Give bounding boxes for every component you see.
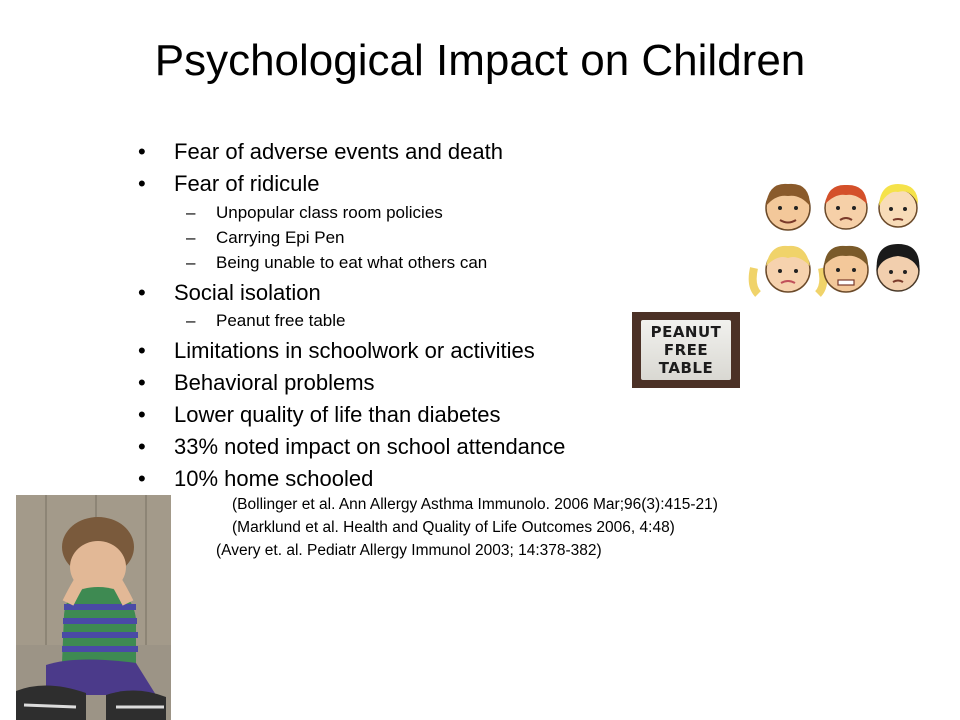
sub-bullet-text: Unpopular class room policies <box>216 203 443 222</box>
sub-bullet-mark: – <box>186 228 196 247</box>
face-brown-hair-grimace <box>824 246 868 292</box>
bullet-mark: • <box>138 280 146 305</box>
bullet-mark: • <box>138 466 146 491</box>
face-blond-hair <box>879 184 918 227</box>
sub-bullet-text: Peanut free table <box>216 311 346 330</box>
bullet-mark: • <box>138 171 146 196</box>
citation: (Bollinger et al. Ann Allergy Asthma Immunolo. 2006 Mar;96(3):415-21) <box>232 496 718 513</box>
bullet-mark: • <box>138 139 146 164</box>
bullet-item <box>138 171 320 197</box>
sign-text: PEANUT <box>650 323 722 341</box>
bullet-text: Lower quality of life than diabetes <box>174 402 501 427</box>
sub-bullet-mark: – <box>186 311 196 330</box>
face-red-hair <box>825 185 867 229</box>
citation: (Avery et. al. Pediatr Allergy Immunol 2003; 14:378-382) <box>216 542 602 559</box>
bullet-mark: • <box>138 402 146 427</box>
bullet-item <box>138 139 503 165</box>
bullet-text: Social isolation <box>174 280 321 305</box>
sign-panel <box>641 320 731 380</box>
bullet-text: 10% home schooled <box>174 466 374 491</box>
face-brown-hair <box>766 184 810 230</box>
bullet-text: Fear of adverse events and death <box>174 139 503 164</box>
bullet-item <box>138 466 374 492</box>
bullet-text: Limitations in schoolwork or activities <box>174 338 535 363</box>
sub-bullet-text: Carrying Epi Pen <box>216 228 345 247</box>
sign-text: TABLE <box>658 359 714 377</box>
face-black-hair <box>877 244 920 291</box>
bullet-text: Behavioral problems <box>174 370 375 395</box>
bullet-mark: • <box>138 434 146 459</box>
sign-text: FREE <box>663 341 709 359</box>
bullet-item <box>138 434 566 460</box>
sub-bullet-mark: – <box>186 203 196 222</box>
bullet-item <box>138 338 535 364</box>
sad-child-photo <box>16 495 171 720</box>
citation: (Marklund et al. Health and Quality of Life Outcomes 2006, 4:48) <box>232 519 675 536</box>
face-blond-pigtails <box>753 246 824 294</box>
slide-title: Psychological Impact on Children <box>154 36 806 85</box>
sub-bullet-item <box>186 228 345 248</box>
bullet-text: Fear of ridicule <box>174 171 320 196</box>
bullet-mark: • <box>138 338 146 363</box>
sub-bullet-text: Being unable to eat what others can <box>216 253 488 272</box>
bullet-mark: • <box>138 370 146 395</box>
sub-bullet-mark: – <box>186 253 196 272</box>
bullet-item <box>138 402 501 428</box>
sub-bullet-item <box>186 311 346 331</box>
bullet-item <box>138 280 321 306</box>
children-faces-clipart <box>748 176 924 300</box>
bullet-text: 33% noted impact on school attendance <box>174 434 566 459</box>
bullet-item <box>138 370 375 396</box>
peanut-free-table-sign <box>632 312 740 388</box>
sub-bullet-item <box>186 203 443 223</box>
sub-bullet-item <box>186 253 488 273</box>
